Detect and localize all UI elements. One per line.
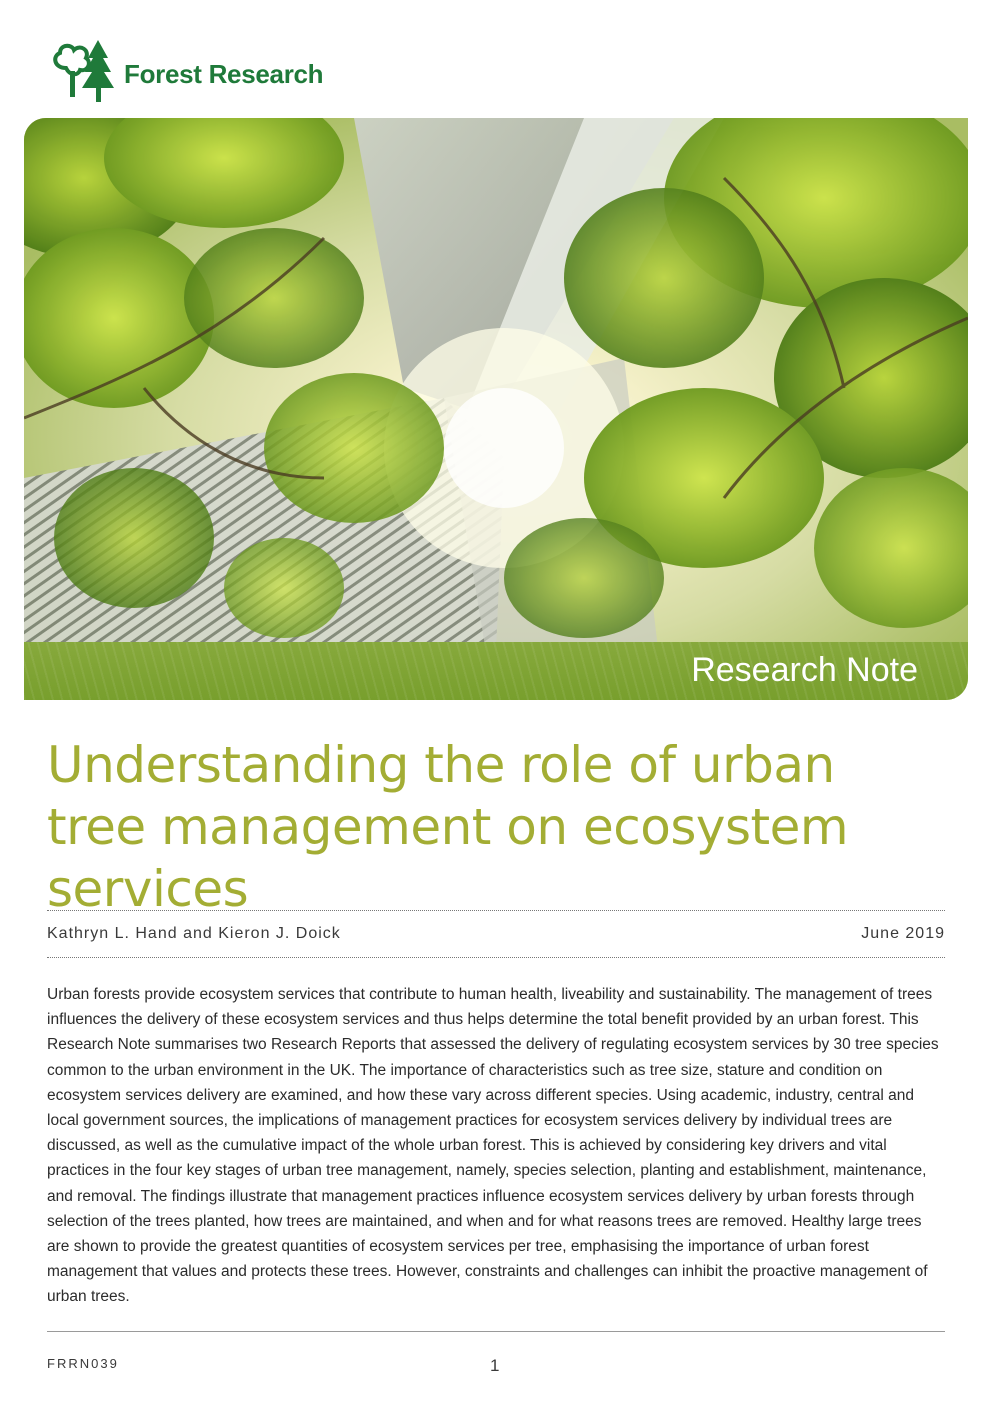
publication-date: June 2019 bbox=[861, 925, 945, 942]
research-note-label: Research Note bbox=[691, 651, 918, 689]
page-number: 1 bbox=[490, 1356, 500, 1375]
research-note-band bbox=[24, 642, 968, 700]
byline bbox=[47, 925, 945, 945]
authors: Kathryn L. Hand and Kieron J. Doick bbox=[47, 925, 341, 942]
tree-logo-icon bbox=[46, 38, 118, 104]
document-code: FRRN039 bbox=[47, 1356, 119, 1371]
abstract-paragraph: Urban forests provide ecosystem services that contribute to human health, liveability and sustainability. The management of trees influences the delivery of these ecosystem services and thus helps determine the total benefit provided by an urban forest. This Research Note summarises two Research Reports that assessed the delivery of regulating ecosystem services by 30 tree species common to the urban environment in the UK. The importance of characteristics such as tree size, stature and condition on ecosystem services delivery are examined, and how these vary across different species. Using academic, industry, central and local government sources, the implications of management practices for ecosystem services delivery by individual trees are discussed, as well as the cumulative impact of the whole urban forest. This is achieved by considering key drivers and vital practices in the four key stages of urban tree management, namely, species selection, planting and establishment, maintenance, and removal. The findings illustrate that management practices influence ecosystem services delivery by urban forests through selection of the trees planted, how trees are maintained, and when and for what reasons trees are removed. Healthy large trees are shown to provide the greatest quantities of ecosystem services per tree, emphasising the importance of urban forest management that values and protects these trees. However, constraints and challenges can inhibit the proactive management of urban trees. bbox=[47, 986, 939, 1306]
canopy-buildings-illustration bbox=[24, 118, 968, 700]
hero-image bbox=[24, 118, 968, 700]
logo-text: Forest Research bbox=[124, 58, 324, 89]
document-title: Understanding the role of urban tree management on ecosystem services bbox=[47, 736, 849, 918]
footer-rule bbox=[47, 1331, 945, 1332]
byline-bottom-rule bbox=[47, 957, 945, 958]
byline-top-rule bbox=[47, 910, 945, 911]
forest-research-logo bbox=[46, 38, 323, 104]
